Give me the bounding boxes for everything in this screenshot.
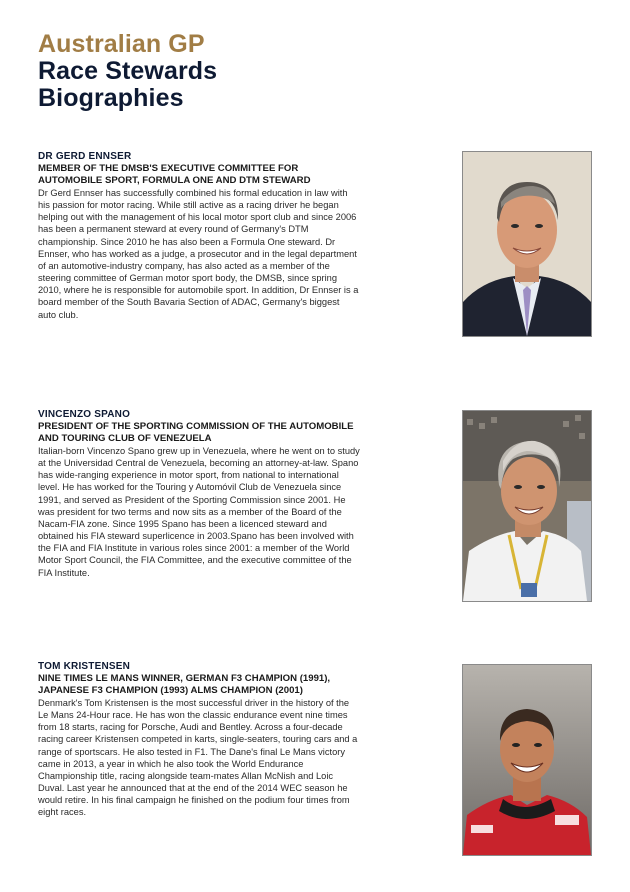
steward-bio-ennser <box>38 151 360 321</box>
title-line-stewards: Race Stewards <box>38 57 218 85</box>
portrait-photo-icon <box>463 665 591 855</box>
steward-role: PRESIDENT OF THE SPORTING COMMISSION OF THE AUTOMOBILE AND TOURING CLUB OF VENEZUELA <box>38 421 354 444</box>
steward-bio-kristensen <box>38 661 360 819</box>
steward-photo-spano <box>462 410 592 602</box>
portrait-photo-icon <box>463 152 591 336</box>
steward-name: TOM KRISTENSEN <box>38 661 131 672</box>
page-title <box>38 31 217 112</box>
steward-name: VINCENZO SPANO <box>38 409 131 420</box>
steward-role: NINE TIMES LE MANS WINNER, GERMAN F3 CHAMPION (1991), JAPANESE F3 CHAMPION (1993) ALMS CHAMPION (2001) <box>38 673 331 696</box>
title-line-biographies: Biographies <box>38 84 184 112</box>
steward-biography: Denmark's Tom Kristensen is the most successful driver in the history of the Le Mans 24-Hour race. He has won the classic endurance event nine times from 18 starts, racing for Porsche, Audi and Bentley. Across a four-decade racing career Kristensen competed in karts, single-seaters, touring cars and a range of sportscars. He also tested in F1. The Dane's final Le Mans victory came in 2013, a year in which he also took the World Endurance Championship title, racing alongside team-mates Allan McNish and Loic Duval. Last year he announced that at the end of the 2014 WEC season he would retire. In his final campaign he finished on the podium four times from eight races. <box>38 698 358 818</box>
portrait-photo-icon <box>463 411 591 601</box>
steward-photo-kristensen <box>462 664 592 856</box>
steward-photo-ennser <box>462 151 592 337</box>
steward-biography: Italian-born Vincenzo Spano grew up in Venezuela, where he went on to study at the Universidad Central de Venezuela, becoming an attorney-at-law. Spano has wide-ranging experience in motor sport, from national to international level. He has worked for the Touring y Automóvil Club de Venezuela since 1991, and served as President of the Sporting Commission since 2001. He was president for two terms and now sits as a member of the Board of the Nacam-FIA zone. Since 1995 Spano has been a licenced steward and obtained his FIA steward superlicence in 2003.Spano has been involved with the FIA and FIA Institute in various roles since 2001: a member of the World Motor Sport Council, the FIA Committee, and the executive committee of the FIA Institute. <box>38 446 360 578</box>
title-line-event: Australian GP <box>38 30 205 58</box>
steward-biography: Dr Gerd Ennser has successfully combined his formal education in law with his passion for motor racing. While still active as a racing driver he began helping out with the management of his local motor sport club and since 2006 has been a permanent steward at every round of Germany's DTM championship. Since 2010 he has also been a Formula One steward. Dr Ennser, who has worked as a judge, a prosecutor and in the legal department of an automotive-industry company, has also acted as a member of the steering committee of German motor sport body, the DMSB, since spring 2010, where he is responsible for automobile sport. In addition, Dr Ennser is a board member of the South Bavaria Section of ADAC, Germany's biggest auto club. <box>38 188 359 320</box>
steward-bio-spano <box>38 409 360 579</box>
steward-role: MEMBER OF THE DMSB'S EXECUTIVE COMMITTEE FOR AUTOMOBILE SPORT, FORMULA ONE AND DTM STEWARD <box>38 163 311 186</box>
steward-name: DR GERD ENNSER <box>38 151 132 162</box>
